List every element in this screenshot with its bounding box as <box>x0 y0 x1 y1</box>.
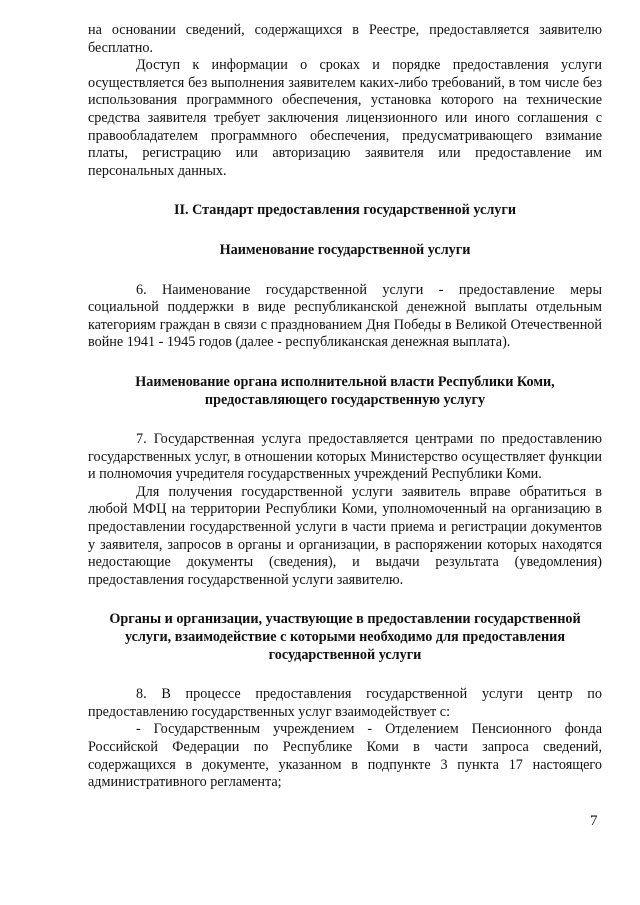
paragraph-6: 6. Наименование государственной услуги - предоставление меры социальной поддержки в виде республиканской денежной выплаты отдельным категориям граждан в связи с празднованием Дня Победы в Великой Отечественной войне 1941 - 1945 годов (далее - республиканская денежная выплата). <box>88 281 602 351</box>
intro-continuation: на основании сведений, содержащихся в Реестре, предоставляется заявителю бесплатно. <box>88 22 602 56</box>
paragraph-8: 8. В процессе предоставления государственной услуги центр по предоставлению государственных услуг взаимодействует с: <box>88 686 602 720</box>
access-paragraph: Доступ к информации о сроках и порядке предоставления услуги осуществляется без выполнения заявителем каких-либо требований, в том числе без использования программного обеспечения, установка которого на технические средства заявителя требует заключения лицензионного или иного соглашения с правообладателем программного обеспечения, предусматривающего взимание платы, регистрацию или авторизацию заявителя или предоставление им персональных данных. <box>88 57 602 179</box>
subsection-title-organizations-line3: государственной услуги <box>268 646 422 663</box>
section-title: II. Стандарт предоставления государственной услуги <box>173 202 517 219</box>
subsection-title-authority-line2: предоставляющего государственную услугу <box>204 391 486 408</box>
paragraph-7: 7. Государственная услуга предоставляется центрами по предоставлению государственных услуг, в отношении которых Министерство осуществляет функции и полномочия учредителя государственных учреждений Республики Коми. <box>88 431 602 483</box>
subsection-title-authority-line1: Наименование органа исполнительной власти Республики Коми, <box>135 373 555 390</box>
document-body <box>88 22 602 792</box>
paragraph-7-continued: Для получения государственной услуги заявитель вправе обратиться в любой МФЦ на территории Республики Коми, уполномоченный на организацию в предоставлении государственной услуги в части приема и регистрации документов у заявителя, запросов в органы и организации, в распоряжении которых находятся недостающие документы (сведения), и выдачи результата (уведомления) предоставления государственной услуги заявителю. <box>88 483 602 588</box>
subsection-title-organizations-line2: услуги, взаимодействие с которыми необходимо для предоставления <box>125 629 565 646</box>
subsection-title-organizations-line1: Органы и организации, участвующие в предоставлении государственной <box>109 611 581 628</box>
page-number: 7 <box>590 813 598 829</box>
subsection-title-service-name: Наименование государственной услуги <box>219 241 471 258</box>
paragraph-8-item-1: - Государственным учреждением - Отделением Пенсионного фонда Российской Федерации по Республике Коми в части запроса сведений, содержащихся в документе, указанном в подпункте 3 пункта 17 настоящего административного регламента; <box>88 721 602 791</box>
